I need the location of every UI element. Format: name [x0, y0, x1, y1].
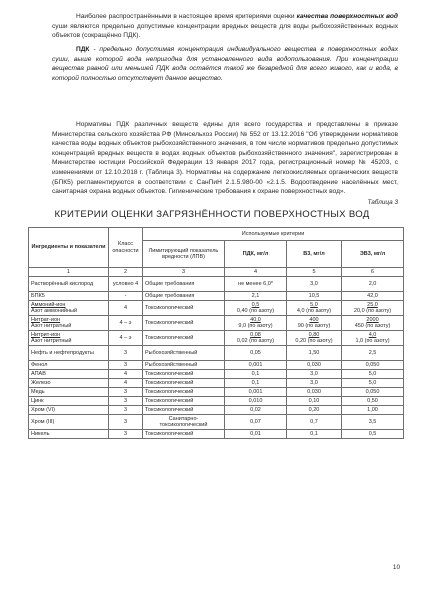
table-row — [29, 415, 404, 430]
lpv-value: Общие требования — [143, 277, 225, 292]
hazard-class: 4 – э — [109, 331, 143, 346]
nitrogen-name: Азот нитратный — [31, 323, 72, 329]
v3-value: 3,0 — [287, 277, 342, 292]
ingredient-name: Хром (III) — [29, 415, 109, 430]
column-number: 2 — [109, 268, 143, 277]
pdk-value — [225, 301, 287, 316]
lpv-value: Токсикологический — [143, 331, 225, 346]
nitrogen-value: 4,0 (по азоту) — [296, 308, 332, 314]
ev3-value — [342, 301, 404, 316]
table-row — [29, 379, 404, 388]
nitrogen-value: 9,0 (по азоту) — [238, 323, 273, 329]
ev3-value: 0,50 — [342, 397, 404, 406]
table-row — [29, 292, 404, 301]
header-hazard-class: Класс опасности — [109, 228, 143, 268]
hazard-class: 4 — [109, 370, 143, 379]
v3-value: 0,20 — [287, 406, 342, 415]
ev3-value: 5,0 — [342, 379, 404, 388]
pdk-value: 0,1 — [225, 379, 287, 388]
ingredient-name: Никель — [29, 430, 109, 439]
ev3-value: 0,050 — [342, 361, 404, 370]
ev3-value: 2,0 — [342, 277, 404, 292]
nitrogen-value: 1,0 (по азоту) — [355, 338, 390, 344]
ev3-value: 2,5 — [342, 346, 404, 361]
v3-value: 0,7 — [287, 415, 342, 430]
header-lpv: Лимитирующий показатель вредности (ЛПВ) — [143, 241, 225, 268]
table-row — [29, 388, 404, 397]
ingredient-name: Хром (VI) — [29, 406, 109, 415]
pdk-value — [225, 316, 287, 331]
table-row — [29, 361, 404, 370]
header-v3: В3, мг/л — [287, 241, 342, 268]
ingredient-name: АПАВ — [29, 370, 109, 379]
v3-value: 0,1 — [287, 430, 342, 439]
lpv-value: Токсикологический — [143, 370, 225, 379]
hazard-class: 3 — [109, 430, 143, 439]
pdk-value: не менее 6,0* — [225, 277, 287, 292]
pdk-value: 0,02 — [225, 406, 287, 415]
pdk-value — [225, 331, 287, 346]
lpv-value: Токсикологический — [143, 397, 225, 406]
pdk-value: 0,07 — [225, 415, 287, 430]
ion-value: 2000 — [366, 316, 379, 323]
column-number: 5 — [287, 268, 342, 277]
v3-value — [287, 301, 342, 316]
pdk-definition-paragraph — [52, 45, 398, 83]
table-row — [29, 397, 404, 406]
lpv-value: Санитарно-токсикологический — [143, 415, 225, 430]
v3-value — [287, 316, 342, 331]
nitrogen-name: Азот аммонийный — [31, 308, 78, 314]
table-row — [29, 430, 404, 439]
column-number: 4 — [225, 268, 287, 277]
ion-value: 5,0 — [310, 301, 318, 308]
hazard-class: 3 — [109, 346, 143, 361]
ingredient-name: Растворённый кислород — [29, 277, 109, 292]
nitrogen-value: 20,0 (по азоту) — [353, 308, 392, 314]
ev3-value — [342, 316, 404, 331]
ingredient-name — [29, 301, 109, 316]
lpv-value: Общие требования — [143, 292, 225, 301]
header-criteria: Используемые критерии — [143, 228, 404, 241]
ingredient-name — [29, 316, 109, 331]
hazard-class: 3 — [109, 361, 143, 370]
ion-name: Нитрит-ион — [31, 331, 61, 338]
ingredient-name: Нефть и нефтепродукты — [29, 346, 109, 361]
page-number: 10 — [392, 564, 400, 571]
ion-value: 4,0 — [368, 331, 377, 338]
ion-value: 0,08 — [250, 331, 261, 338]
pdk-term: ПДК — [76, 46, 90, 53]
v3-value: 1,50 — [287, 346, 342, 361]
lpv-value: Токсикологический — [143, 430, 225, 439]
nitrogen-value: 0,20 (по азоту) — [295, 338, 333, 344]
ingredient-name: Цинк — [29, 397, 109, 406]
ingredient-name: Медь — [29, 388, 109, 397]
lpv-value: Рыбохозяйственный — [143, 361, 225, 370]
v3-value: 3,0 — [287, 370, 342, 379]
lpv-value: Токсикологический — [143, 301, 225, 316]
table-row — [29, 277, 404, 292]
ingredient-name: Железо — [29, 379, 109, 388]
header-ingredients: Ингредиенты и показатели — [29, 228, 109, 268]
column-number: 3 — [143, 268, 225, 277]
pdk-definition: - предельно допустимая концентрация индивидуального вещества в поверхностных водах суши, выше которой вода непригодна для установленного вида водопользования. При концентрации вещества равной или меньшей ПДК вода остаётся такой же безвредной для всего живого, как и вода, в которой полностью отсутствует данное вещество. — [52, 46, 398, 82]
v3-value: 0,030 — [287, 388, 342, 397]
v3-value: 0,10 — [287, 397, 342, 406]
ingredient-name: БПК5 — [29, 292, 109, 301]
nitrogen-value: 90 (по азоту) — [297, 323, 331, 329]
table-row — [29, 331, 404, 346]
lpv-value: Токсикологический — [143, 406, 225, 415]
lpv-value: Токсикологический — [143, 388, 225, 397]
nitrogen-name: Азот нитритный — [31, 338, 72, 344]
hazard-class: 4 — [109, 379, 143, 388]
pdk-value: 2,1 — [225, 292, 287, 301]
ingredient-name — [29, 331, 109, 346]
table-row — [29, 406, 404, 415]
text-fragment: Наиболее распространёнными в настоящее время критериями оценки — [76, 13, 297, 20]
ev3-value: 5,0 — [342, 370, 404, 379]
hazard-class: - — [109, 292, 143, 301]
table-caption: Таблица 3 — [367, 199, 398, 206]
hazard-class: 3 — [109, 388, 143, 397]
nitrogen-value: 450 (по азоту) — [354, 323, 391, 329]
column-number: 1 — [29, 268, 109, 277]
pdk-value: 0,05 — [225, 346, 287, 361]
table-row — [29, 301, 404, 316]
nitrogen-value: 0,40 (по азоту) — [236, 308, 275, 314]
regulation-text: Нормативы ПДК различных веществ едины для всего государства и представлены в приказе Министерства сельского хозяйства РФ (Минсельхоз России) № 552 от 13.12.2016 "Об утверждении нормативов качества воды водных объектов рыбохозяйственного значения, в том числе нормативов предельно допустимых концентраций вредных веществ в водах водных объектов рыбохозяйственного значения", зарегистрирован в Министерстве юстиции Российской Федерации 13 января 2017 года, регистрационный номер № 45203, с изменениями от 12.10.2018 г. (Таблица 3). Нормативы на содержание легкоокисляемых органических веществ (БПК5) регламентируются в соответствии с СанПиН 2.1.5.980-00 «2.1.5. Водоотведение населённых мест, санитарная охрана водных объектов. Гигиенические требования к охране поверхностных вод». — [52, 121, 398, 196]
ion-value: 40,0 — [250, 316, 261, 323]
hazard-class: 3 — [109, 406, 143, 415]
header-ev3: ЭВ3, мг/л — [342, 241, 404, 268]
ev3-value: 0,5 — [342, 430, 404, 439]
lpv-value: Токсикологический — [143, 379, 225, 388]
ion-name: Аммоний-ион — [31, 301, 66, 308]
v3-value — [287, 331, 342, 346]
ion-value: 0,80 — [308, 331, 320, 338]
ingredient-name: Фенол — [29, 361, 109, 370]
pdk-value: 0,001 — [225, 361, 287, 370]
table-row — [29, 346, 404, 361]
hazard-class: 3 — [109, 415, 143, 430]
ev3-value: 3,5 — [342, 415, 404, 430]
pdk-value: 0,010 — [225, 397, 287, 406]
header-pdk: ПДК, мг/л — [225, 241, 287, 268]
regulation-paragraph — [52, 120, 398, 197]
lpv-value: Рыбохозяйственный — [143, 346, 225, 361]
intro-paragraph — [52, 12, 398, 41]
ev3-value — [342, 331, 404, 346]
table-title: КРИТЕРИИ ОЦЕНКИ ЗАГРЯЗНЁННОСТИ ПОВЕРХНОСТНЫХ ВОД — [54, 209, 370, 220]
ev3-value: 1,00 — [342, 406, 404, 415]
hazard-class: условно 4 — [109, 277, 143, 292]
hazard-class: 4 – э — [109, 316, 143, 331]
hazard-class: 3 — [109, 397, 143, 406]
column-number: 6 — [342, 268, 404, 277]
hazard-class: 4 — [109, 301, 143, 316]
emphasis-term: качества поверхностных вод — [296, 13, 398, 20]
ion-value: 25,0 — [367, 301, 378, 308]
table-row — [29, 370, 404, 379]
v3-value: 10,5 — [287, 292, 342, 301]
criteria-table — [28, 227, 404, 439]
v3-value: 3,0 — [287, 379, 342, 388]
ev3-value: 0,050 — [342, 388, 404, 397]
text-fragment: суши являются предельно допустимые концентрации вредных веществ для воды рыбохозяйственных водных объектов (сокращённо ПДК). — [52, 22, 398, 40]
nitrogen-value: 0,02 (по азоту) — [236, 338, 275, 344]
ev3-value: 42,0 — [342, 292, 404, 301]
v3-value: 0,030 — [287, 361, 342, 370]
pdk-value: 0,001 — [225, 388, 287, 397]
ion-value: 0,5 — [251, 301, 260, 308]
ion-name: Нитрат-ион — [31, 316, 61, 323]
lpv-value: Токсикологический — [143, 316, 225, 331]
ion-value: 400 — [309, 316, 319, 323]
pdk-value: 0,1 — [225, 370, 287, 379]
table-row — [29, 316, 404, 331]
pdk-value: 0,01 — [225, 430, 287, 439]
